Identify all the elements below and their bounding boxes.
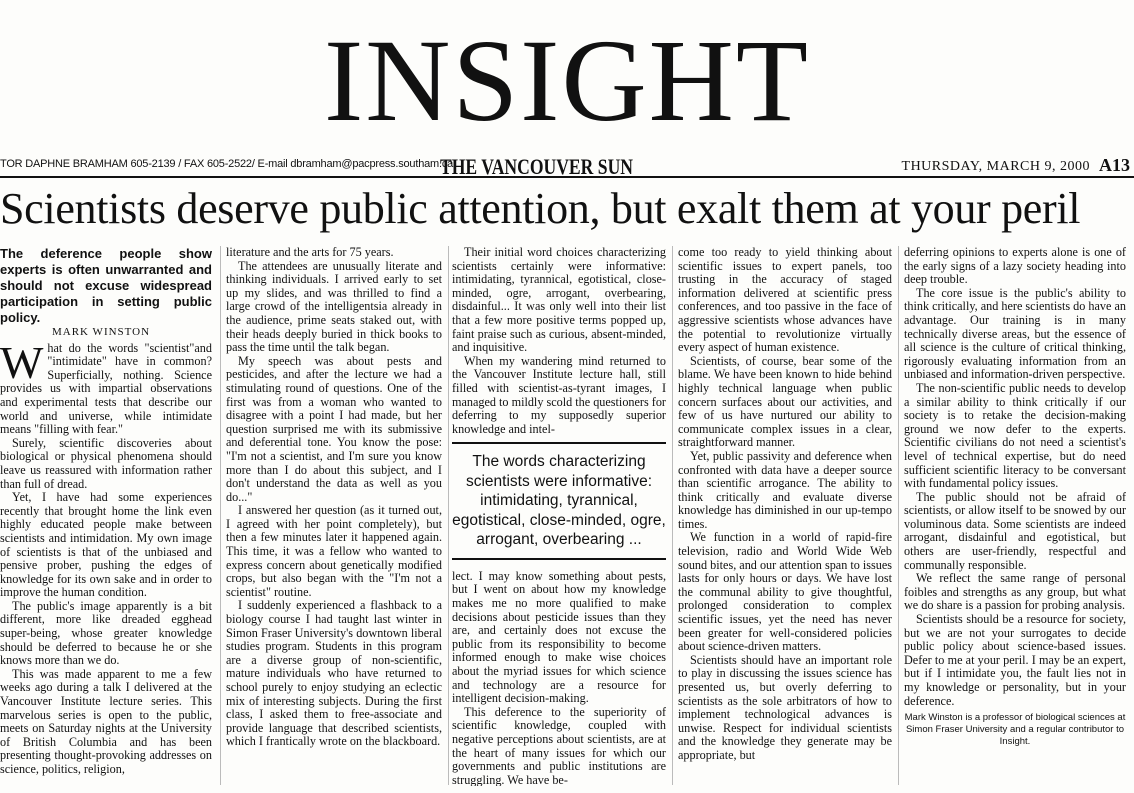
paragraph: Yet, public passivity and deference when confronted with data have a deeper source than scientific arrogance. The ability to think critically and evaluate diverse knowledge has diminished in our up-tempo times. [678, 448, 892, 531]
column-divider [672, 246, 673, 785]
paragraph: I answered her question (as it turned out, I agreed with her point completely), but then a few minutes later it happened again. This time, it was a fellow who wanted to express concern about genetically modified crops, but also began with the "I'm not a scientist" routine. [226, 503, 442, 599]
paragraph: Scientists, of course, bear some of the blame. We have been known to hide behind highly technical language when public concern surfaces about our activities, and few of us have nurtured our ability to communicate complex issues in a clear, straightforward manner. [678, 353, 892, 450]
header-rule [0, 176, 1134, 178]
byline: MARK WINSTON [52, 326, 151, 338]
paragraph: The attendees are unusually literate and thinking individuals. I arrived early to set up my slides, and was thrilled to find a large crowd of the intelligentsia already in the audience, prime seats staked out, with their heads deeply buried in thick books to pass the time until the talk began. [226, 258, 442, 355]
paragraph: We function in a world of rapid-fire television, radio and World Wide Web sound bites, and our attention span to issues lasts for only hours or days. We have lost the communal ability to give thoughtful, prolonged consideration to complex scientific issues, yet the need has never been greater for well-considered policies about science-driven matters. [678, 530, 892, 654]
paragraph: Their initial word choices characterizing scientists certainly were informative: intimidating, tyrannical, egotistical, close-minded, ogre, arrogant, overbearing, disdainful... It was only well into their list that a few more positive terms popped up, faint praise such as curious, absent-minded, and inquisitive. [452, 246, 666, 355]
editor-contact: TOR DAPHNE BRAMHAM 605-2139 / FAX 605-2522/ E-mail dbramham@pacpress.southam.ca [0, 158, 454, 170]
paragraph: The public's image apparently is a bit different, more like dreaded egghead super-being, whose greater knowledge should be deferred to because he or she knows more than we do. [0, 598, 212, 668]
section-title: INSIGHT [324, 15, 810, 146]
paragraph: Surely, scientific discoveries about biological or physical phenomena should leave us reassured with information rather than full of dread. [0, 435, 212, 491]
paragraph: We reflect the same range of personal foibles and strengths as any group, but what we do share is a passion for probing analysis. [904, 571, 1126, 613]
issue-date: THURSDAY, MARCH 9, 2000 [901, 159, 1090, 174]
paragraph: When my wandering mind returned to the Vancouver Institute lecture hall, still filled with scientist-as-tyrant images, I managed to mildly scold the questioners for deferring to my supposedly superior knowledge and intel- [452, 353, 666, 436]
paragraph: deferring opinions to experts alone is one of the early signs of a lazy society heading into deep trouble. [904, 246, 1126, 287]
dateline-bar [0, 154, 1134, 179]
column-4 [678, 246, 892, 786]
paragraph: The non-scientific public needs to develop a similar ability to think critically if our society is to retake the decision-making ground we now defer to the experts. Scientific civilians do not need a scientist's level of technical expertise, but do need sufficient scientific literacy to be conversant with fundamental policy issues. [904, 380, 1126, 491]
column-divider [448, 246, 449, 785]
page-number: A13 [1099, 155, 1130, 175]
column-divider [898, 246, 899, 785]
paragraph: The public should not be afraid of scientists, or allow itself to be snowed by our voluminous data. Some scientists are indeed arrogant, disdainful and egotistical, but others are user-friendly, respectful and communally responsible. [904, 489, 1126, 572]
author-bio: Mark Winston is a professor of biological sciences at Simon Fraser University and a regular contributor to Insight. [904, 712, 1126, 748]
masthead [0, 0, 1134, 150]
headline: Scientists deserve public attention, but exalt them at your peril [0, 184, 1081, 233]
column-2 [226, 246, 442, 786]
paragraph: Yet, I have had some experiences recently that brought home the link even highly educated people make between scientists and intimidation. My own image of scientists is that of the unbiased and pensive prober, pushing the edges of knowledge for its own sake and in order to improve the human condition. [0, 490, 212, 600]
newspaper-name: THE VANCOUVER SUN [440, 154, 633, 179]
paragraph: My speech was about pests and pesticides, and after the lecture we had a stimulating round of questions. One of the first was from a woman who wanted to disagree with a point I had made, but her question surprised me with its submissive and deferential tone. You know the pose: "I'm not a scientist, and I'm sure you know more than I do about this subject, and I don't understand the data as well as you do..." [226, 353, 442, 504]
column-3 [452, 246, 666, 786]
paragraph: hat do the words "scientist"and "intimidate" have in common? Superficially, nothing. Science provides us with impartial observations and experimental tests that describe our world and universe, while intimidate means "filling with fear." [0, 340, 212, 437]
column-1 [0, 246, 212, 786]
paragraph: come too ready to yield thinking about scientific issues to expert panels, too trusting in the accuracy of staged information delivered at scientific press conferences, and too passive in the face of aggressive scientists whose advances have the potential to revolutionize virtually every aspect of human existence. [678, 246, 892, 355]
paragraph: literature and the arts for 75 years. [226, 246, 394, 259]
deck: The deference people show experts is often unwarranted and should not excuse widespread participation in setting public policy. [0, 246, 212, 325]
paragraph: lect. I may know something about pests, but I went on about how my knowledge makes me no more qualified to make decisions about pesticide issues than they are, and certainly does not excuse the public from its responsibility to become informed enough to make wise choices about the myriad issues for which science and technology are a resource for intelligent decision-making. [452, 568, 666, 706]
paragraph: Scientists should have an important role to play in discussing the issues science has presented us, but overly deferring to scientists as the sole arbitrators of how to implement technological advances is unwise. Respect for individual scientists and the knowledge they generate may be appropriate, but [678, 652, 892, 762]
paragraph: I suddenly experienced a flashback to a biology course I had taught last winter in Simon Fraser University's downtown liberal studies program. Students in this program are a diverse group of non-scientific, mature individuals who have returned to school purely to enjoy studying an eclectic mix of interesting subjects. During the first class, I asked them to free-associate and provide language that described scientists, which I frantically wrote on the blackboard. [226, 598, 442, 749]
paragraph: This was made apparent to me a few weeks ago during a talk I delivered at the Vancouver Institute lecture series. This marvelous series is open to the public, meets on Saturday nights at the University of British Columbia and has been presenting thought-provoking addresses on science, politics, religion, [0, 666, 212, 776]
column-5 [904, 246, 1126, 786]
paragraph: The core issue is the public's ability to think critically, and here scientists do have an advantage. Our training is in many technically diverse areas, but the essence of all science is the culture of critical thinking, rigorously evaluating information from an unbiased and information-driven perspective. [904, 285, 1126, 382]
paragraph: This deference to the superiority of scientific knowledge, coupled with negative perceptions about scientists, are at the heart of many issues for which our governments and public institutions are struggling. We have be- [452, 704, 666, 786]
column-1-body [0, 336, 212, 777]
column-divider [220, 246, 221, 785]
drop-cap: W [0, 336, 44, 388]
paragraph: Scientists should be a resource for society, but we are not your surrogates to decide public policy about science-based issues. Defer to me at your peril. I may be an expert, but if I intimidate you, the fault lies not in my knowledge or personality, but in your deference. [904, 612, 1126, 708]
pull-quote: The words characterizing scientists were informative: intimidating, tyrannical, egotistical, close-minded, ogre, arrogant, overbearing ... [452, 442, 666, 560]
